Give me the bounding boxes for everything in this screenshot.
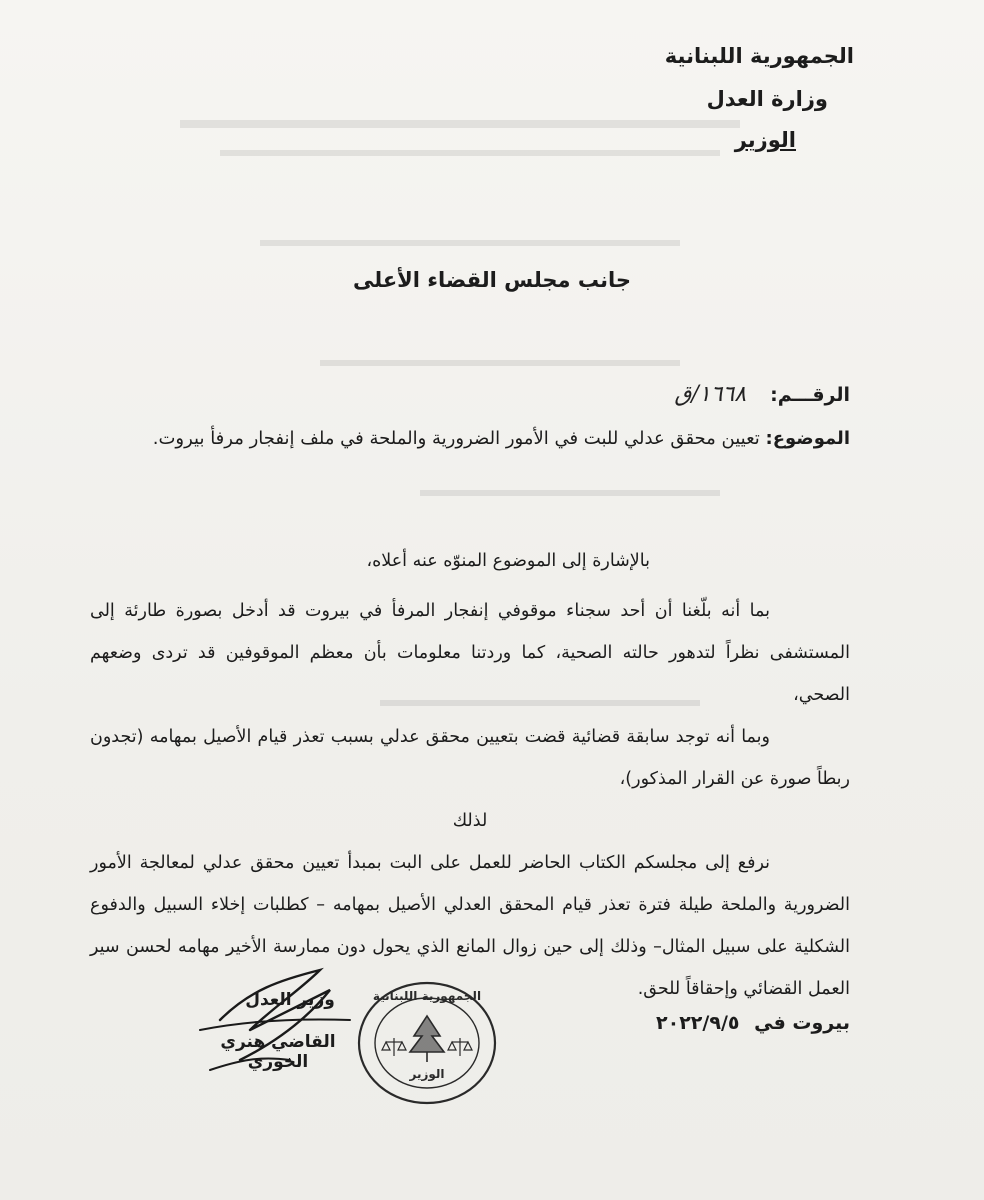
letterhead bbox=[594, 40, 854, 151]
date-place: بيروت في bbox=[754, 1012, 850, 1034]
letter-body bbox=[90, 540, 850, 1010]
subject-label: الموضوع: bbox=[765, 428, 850, 449]
addressee: جانب مجلس القضاء الأعلى bbox=[353, 268, 631, 292]
letterhead-ministry: وزارة العدل bbox=[706, 87, 828, 111]
seal-top-text: الجمهورية اللبنانية bbox=[372, 989, 482, 1003]
body-intro: بالإشارة إلى الموضوع المنوّه عنه أعلاه، bbox=[366, 551, 650, 571]
body-paragraph-2: وبما أنه توجد سابقة قضائية قضت بتعيين محقق عدلي بسبب تعذر قيام الأصيل بمهامه (تجدون ربطاً صورة عن القرار المذكور)، bbox=[90, 727, 850, 789]
body-paragraph-1: بما أنه بلّغنا أن أحد سجناء موقوفي إنفجار المرفأ في بيروت قد أدخل بصورة طارئة إلى المستشفى نظراً لتدهور حالته الصحية، كما وردتنا معلومات بأن معظم الموقوفين قد تردى وضعهم الصحي، bbox=[90, 601, 850, 705]
subject-text: تعيين محقق عدلي للبت في الأمور الضرورية والملحة في ملف إنفجار مرفأ بيروت. bbox=[152, 428, 760, 449]
signatory-name: القاضي هنري الخوري bbox=[220, 1032, 336, 1072]
date-line bbox=[656, 1012, 850, 1034]
letterhead-office: الوزير bbox=[734, 128, 796, 152]
signatory-title: وزير العدل bbox=[245, 990, 335, 1010]
subject-line bbox=[90, 428, 850, 449]
letterhead-country: الجمهورية اللبنانية bbox=[664, 44, 854, 68]
reference-label: الرقـــم: bbox=[770, 384, 850, 406]
cedar-icon bbox=[410, 1016, 444, 1062]
body-conclusion-word: لذلك bbox=[452, 811, 488, 831]
reference-number: ١٦٦٨/ق bbox=[674, 382, 747, 407]
official-seal bbox=[352, 978, 502, 1108]
seal-bottom-text: الوزير bbox=[409, 1067, 445, 1081]
reference-line bbox=[430, 382, 850, 407]
body-paragraph-3: نرفع إلى مجلسكم الكتاب الحاضر للعمل على البت بمبدأ تعيين محقق عدلي لمعالجة الأمور الضرورية والملحة طيلة فترة تعذر قيام المحقق العدلي الأصيل بمهامه – كطلبات إخلاء السبيل والدفوع الشكلية على سبيل المثال– وذلك إلى حين زوال المانع الذي يحول دون ممارسة الأخير مهامه لحسن سير العمل القضائي وإحقاقاً للحق. bbox=[90, 853, 850, 999]
date-value: ٢٠٢٢/٩/٥ bbox=[656, 1012, 740, 1034]
